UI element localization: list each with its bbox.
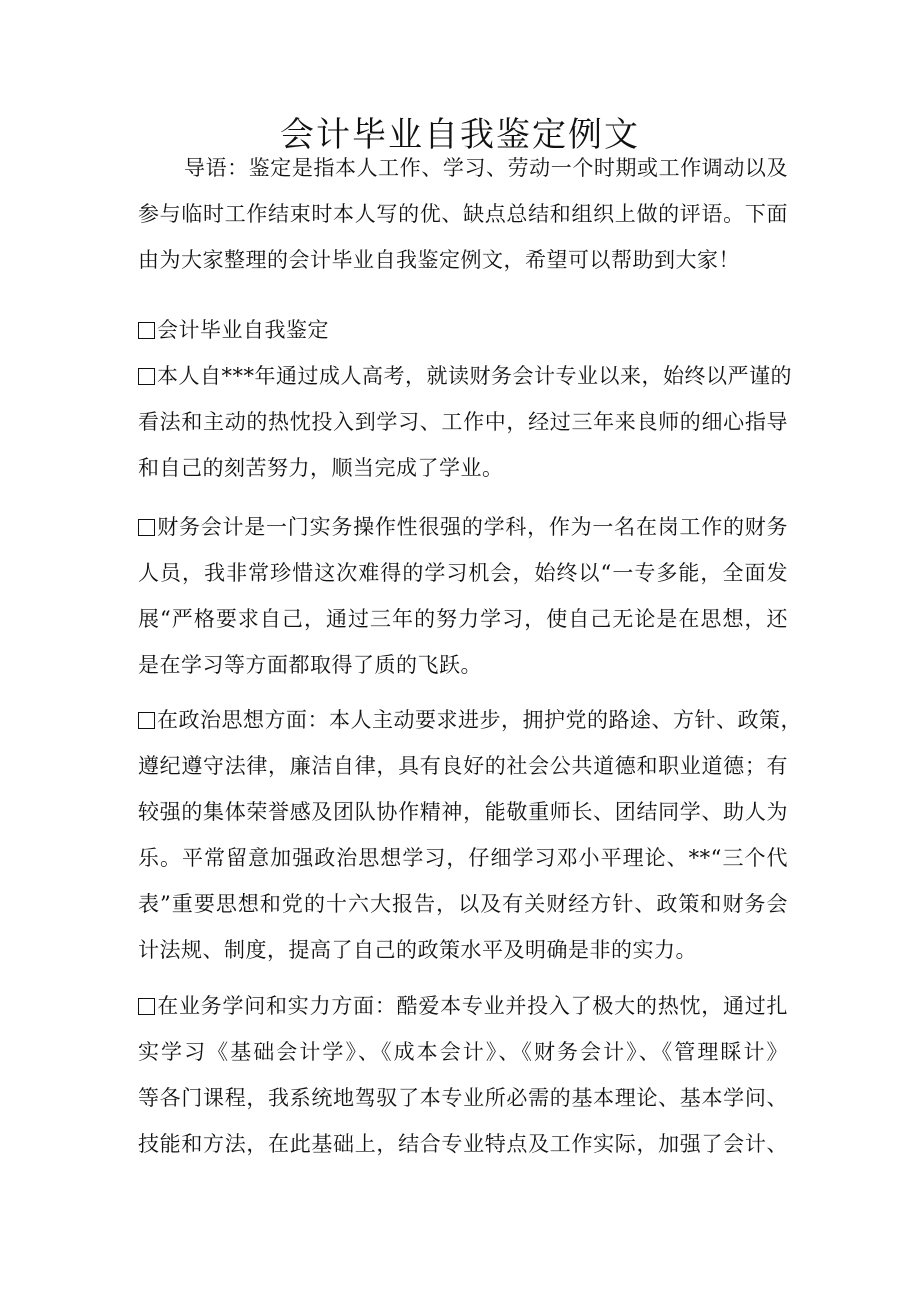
paragraph-text: 财务会计是一门实务操作性很强的学科，作为一名在岗工作的财务 xyxy=(157,515,788,539)
intro-line: 导语：鉴定是指本人工作、学习、劳动一个时期或工作调动以及 xyxy=(184,156,788,180)
paragraph-text: 本人自***年通过成人高考，就读财务会计专业以来，始终以严谨的 xyxy=(157,364,792,388)
section-heading-text: 会计毕业自我鉴定 xyxy=(157,318,329,342)
paragraph-line: 看法和主动的热忱投入到学习、工作中，经过三年来良师的细心指导 xyxy=(138,410,788,434)
paragraph-line xyxy=(138,353,792,399)
paragraph-line: 等各门课程，我系统地驾驭了本专业所必需的基本理论、基本学问、 xyxy=(138,1086,788,1110)
section-heading xyxy=(138,307,788,353)
checkbox-icon xyxy=(138,998,155,1015)
paragraph-line: 和自己的刻苦努力，顺当完成了学业。 xyxy=(138,456,504,480)
paragraph-line: 较强的集体荣誉感及团队协作精神，能敬重师长、团结同学、助人为 xyxy=(138,800,788,824)
paragraph-line: 技能和方法，在此基础上，结合专业特点及工作实际，加强了会计、 xyxy=(138,1132,788,1156)
checkbox-icon xyxy=(138,322,155,339)
paragraph-line xyxy=(138,504,788,550)
checkbox-icon xyxy=(138,368,155,385)
paragraph-line: 乐。平常留意加强政治思想学习，仔细学习邓小平理论、**“三个代 xyxy=(138,846,788,870)
intro-line: 由为大家整理的会计毕业自我鉴定例文，希望可以帮助到大家！ xyxy=(138,248,740,272)
paragraph-line xyxy=(138,697,802,743)
paragraph-line xyxy=(138,983,788,1029)
paragraph-text: 在业务学问和实力方面：酷爱本专业并投入了极大的热忱，通过扎 xyxy=(157,994,788,1018)
intro-line: 参与临时工作结束时本人写的优、缺点总结和组织上做的评语。下面 xyxy=(138,202,788,226)
paragraph-line: 展“严格要求自己，通过三年的努力学习，使自己无论是在思想，还 xyxy=(138,607,788,631)
paragraph-line: 遵纪遵守法律，廉洁自律，具有良好的社会公共道德和职业道德；有 xyxy=(138,754,788,778)
checkbox-icon xyxy=(138,519,155,536)
paragraph-line: 是在学习等方面都取得了质的飞跃。 xyxy=(138,653,482,677)
paragraph-text: 在政治思想方面：本人主动要求进步，拥护党的路途、方针、政策， xyxy=(157,708,802,732)
paragraph-line: 人员，我非常珍惜这次难得的学习机会，始终以“一专多能，全面发 xyxy=(138,561,788,585)
paragraph-line: 计法规、制度，提高了自己的政策水平及明确是非的实力。 xyxy=(138,938,697,962)
checkbox-icon xyxy=(138,712,155,729)
document-title: 会计毕业自我鉴定例文 xyxy=(280,115,640,155)
paragraph-line: 实学习《基础会计学》、《成本会计》、《财务会计》、《管理睬计》 xyxy=(138,1040,788,1064)
paragraph-line: 表”重要思想和党的十六大报告，以及有关财经方针、政策和财务会 xyxy=(138,892,788,916)
